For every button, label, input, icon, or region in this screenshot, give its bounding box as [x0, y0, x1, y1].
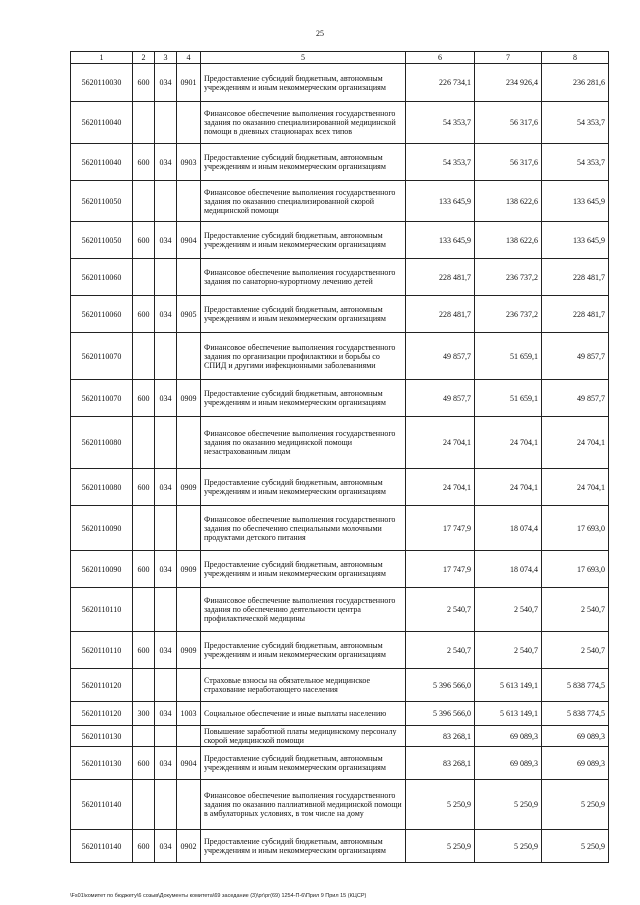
- table-row: [71, 181, 609, 222]
- row-value6-cell: 49 857,7: [406, 380, 475, 417]
- column-header-4: 4: [177, 52, 201, 64]
- row-col4-cell: [177, 259, 201, 296]
- row-value8-cell: 2 540,7: [542, 632, 609, 669]
- row-value8-cell: 54 353,7: [542, 144, 609, 181]
- row-value7-cell: 18 074,4: [475, 551, 542, 588]
- row-col4-cell: [177, 588, 201, 632]
- row-description-cell: Предоставление субсидий бюджетным, автономным учреждениям и иным некоммерческим организациям: [201, 380, 406, 417]
- row-value6-cell: 133 645,9: [406, 222, 475, 259]
- row-value6-cell: 54 353,7: [406, 144, 475, 181]
- row-description-cell: Предоставление субсидий бюджетным, автономным учреждениям и иным некоммерческим организациям: [201, 747, 406, 780]
- row-col3-cell: [155, 726, 177, 747]
- row-value7-cell: 24 704,1: [475, 469, 542, 506]
- row-col4-cell: [177, 506, 201, 551]
- row-value6-cell: 133 645,9: [406, 181, 475, 222]
- table-row: [71, 747, 609, 780]
- row-value8-cell: 228 481,7: [542, 296, 609, 333]
- row-col4-cell: 0904: [177, 222, 201, 259]
- column-header-7: 7: [475, 52, 542, 64]
- row-col3-cell: 034: [155, 64, 177, 102]
- row-col2-cell: [133, 506, 155, 551]
- row-code-cell: 5620110070: [71, 333, 133, 380]
- table-row: [71, 632, 609, 669]
- table-row: [71, 669, 609, 702]
- row-code-cell: 5620110050: [71, 222, 133, 259]
- row-value8-cell: 69 089,3: [542, 747, 609, 780]
- row-value8-cell: 5 838 774,5: [542, 702, 609, 726]
- column-header-3: 3: [155, 52, 177, 64]
- row-value6-cell: 5 396 566,0: [406, 702, 475, 726]
- row-col2-cell: [133, 588, 155, 632]
- file-path-footer: \Fs01\комитет по бюджету\6 созыв\Документы комитета\69 заседание (3)\рг\рг(69) 1254-П-6\Прил 9 Прил 15 (КЦСР): [70, 893, 367, 899]
- row-value8-cell: 228 481,7: [542, 259, 609, 296]
- table-row: [71, 726, 609, 747]
- row-code-cell: 5620110060: [71, 296, 133, 333]
- row-value7-cell: 51 659,1: [475, 333, 542, 380]
- row-value8-cell: 236 281,6: [542, 64, 609, 102]
- row-col2-cell: [133, 726, 155, 747]
- row-description-cell: Финансовое обеспечение выполнения государственного задания по обеспечению специальными молочными продуктами детского питания: [201, 506, 406, 551]
- row-value7-cell: 5 613 149,1: [475, 669, 542, 702]
- row-col3-cell: [155, 669, 177, 702]
- row-value7-cell: 138 622,6: [475, 181, 542, 222]
- row-col2-cell: 300: [133, 702, 155, 726]
- row-col2-cell: 600: [133, 222, 155, 259]
- column-header-8: 8: [542, 52, 609, 64]
- row-col4-cell: 0904: [177, 747, 201, 780]
- row-description-cell: Финансовое обеспечение выполнения государственного задания по оказанию специализированной скорой медицинской помощи: [201, 181, 406, 222]
- row-col2-cell: 600: [133, 632, 155, 669]
- row-code-cell: 5620110080: [71, 469, 133, 506]
- row-value7-cell: 5 613 149,1: [475, 702, 542, 726]
- row-col2-cell: 600: [133, 830, 155, 863]
- row-value8-cell: 49 857,7: [542, 333, 609, 380]
- row-value6-cell: 17 747,9: [406, 551, 475, 588]
- row-col2-cell: [133, 259, 155, 296]
- table-row: [71, 222, 609, 259]
- row-code-cell: 5620110050: [71, 181, 133, 222]
- row-value7-cell: 5 250,9: [475, 830, 542, 863]
- row-col3-cell: [155, 333, 177, 380]
- row-description-cell: Финансовое обеспечение выполнения государственного задания по организации профилактики и борьбы со СПИД и другими инфекционными заболеваниями: [201, 333, 406, 380]
- row-code-cell: 5620110130: [71, 726, 133, 747]
- row-col4-cell: [177, 333, 201, 380]
- row-col4-cell: 0909: [177, 380, 201, 417]
- row-col2-cell: 600: [133, 144, 155, 181]
- row-value6-cell: 228 481,7: [406, 296, 475, 333]
- row-col4-cell: 0903: [177, 144, 201, 181]
- row-value6-cell: 226 734,1: [406, 64, 475, 102]
- row-col2-cell: 600: [133, 380, 155, 417]
- row-col4-cell: [177, 417, 201, 469]
- table-row: [71, 296, 609, 333]
- row-value7-cell: 138 622,6: [475, 222, 542, 259]
- row-value7-cell: 56 317,6: [475, 102, 542, 144]
- table-row: [71, 417, 609, 469]
- row-code-cell: 5620110090: [71, 551, 133, 588]
- row-col4-cell: 0909: [177, 632, 201, 669]
- row-value7-cell: 2 540,7: [475, 632, 542, 669]
- row-value7-cell: 18 074,4: [475, 506, 542, 551]
- row-col4-cell: [177, 726, 201, 747]
- row-code-cell: 5620110120: [71, 702, 133, 726]
- column-header-5: 5: [201, 52, 406, 64]
- row-description-cell: Предоставление субсидий бюджетным, автономным учреждениям и иным некоммерческим организациям: [201, 551, 406, 588]
- table-row: [71, 259, 609, 296]
- row-col3-cell: 034: [155, 144, 177, 181]
- row-col2-cell: 600: [133, 64, 155, 102]
- row-description-cell: Повышение заработной платы медицинскому персоналу скорой медицинской помощи: [201, 726, 406, 747]
- row-code-cell: 5620110110: [71, 588, 133, 632]
- row-code-cell: 5620110080: [71, 417, 133, 469]
- row-code-cell: 5620110110: [71, 632, 133, 669]
- row-value7-cell: 5 250,9: [475, 780, 542, 830]
- row-value7-cell: 236 737,2: [475, 259, 542, 296]
- row-description-cell: Финансовое обеспечение выполнения государственного задания по санаторно-курортному лечению детей: [201, 259, 406, 296]
- row-col3-cell: 034: [155, 296, 177, 333]
- row-col3-cell: [155, 102, 177, 144]
- row-col4-cell: [177, 181, 201, 222]
- table-row: [71, 506, 609, 551]
- row-description-cell: Предоставление субсидий бюджетным, автономным учреждениям и иным некоммерческим организациям: [201, 64, 406, 102]
- row-value6-cell: 24 704,1: [406, 469, 475, 506]
- row-description-cell: Финансовое обеспечение выполнения государственного задания по обеспечению деятельности центра профилактической медицины: [201, 588, 406, 632]
- row-value7-cell: 56 317,6: [475, 144, 542, 181]
- row-value6-cell: 83 268,1: [406, 726, 475, 747]
- row-description-cell: Страховые взносы на обязательное медицинское страхование неработающего населения: [201, 669, 406, 702]
- table-row: [71, 551, 609, 588]
- table-row: [71, 333, 609, 380]
- row-value7-cell: 234 926,4: [475, 64, 542, 102]
- row-value8-cell: 17 693,0: [542, 506, 609, 551]
- row-col4-cell: [177, 780, 201, 830]
- row-col2-cell: 600: [133, 469, 155, 506]
- row-value6-cell: 54 353,7: [406, 102, 475, 144]
- row-description-cell: Предоставление субсидий бюджетным, автономным учреждениям и иным некоммерческим организациям: [201, 469, 406, 506]
- row-col3-cell: 034: [155, 380, 177, 417]
- row-value7-cell: 236 737,2: [475, 296, 542, 333]
- column-header-1: 1: [71, 52, 133, 64]
- row-col3-cell: [155, 417, 177, 469]
- row-value7-cell: 69 089,3: [475, 747, 542, 780]
- row-col4-cell: 0909: [177, 469, 201, 506]
- row-code-cell: 5620110030: [71, 64, 133, 102]
- row-col4-cell: 0909: [177, 551, 201, 588]
- table-row: [71, 469, 609, 506]
- row-col4-cell: 1003: [177, 702, 201, 726]
- row-value6-cell: 49 857,7: [406, 333, 475, 380]
- row-col3-cell: 034: [155, 551, 177, 588]
- row-value6-cell: 17 747,9: [406, 506, 475, 551]
- column-header-6: 6: [406, 52, 475, 64]
- budget-table: [70, 51, 609, 863]
- row-col3-cell: 034: [155, 747, 177, 780]
- row-code-cell: 5620110060: [71, 259, 133, 296]
- row-code-cell: 5620110120: [71, 669, 133, 702]
- row-col4-cell: 0905: [177, 296, 201, 333]
- row-code-cell: 5620110040: [71, 144, 133, 181]
- table-row: [71, 780, 609, 830]
- row-col3-cell: 034: [155, 469, 177, 506]
- table-row: [71, 702, 609, 726]
- row-description-cell: Предоставление субсидий бюджетным, автономным учреждениям и иным некоммерческим организациям: [201, 632, 406, 669]
- row-col3-cell: [155, 588, 177, 632]
- row-col2-cell: [133, 333, 155, 380]
- row-value8-cell: 17 693,0: [542, 551, 609, 588]
- row-code-cell: 5620110130: [71, 747, 133, 780]
- column-number-row: [71, 52, 609, 64]
- row-col3-cell: [155, 181, 177, 222]
- column-header-2: 2: [133, 52, 155, 64]
- table-row: [71, 588, 609, 632]
- row-description-cell: Социальное обеспечение и иные выплаты населению: [201, 702, 406, 726]
- row-value8-cell: 5 250,9: [542, 830, 609, 863]
- row-col2-cell: [133, 417, 155, 469]
- row-value6-cell: 228 481,7: [406, 259, 475, 296]
- row-code-cell: 5620110090: [71, 506, 133, 551]
- row-value8-cell: 133 645,9: [542, 222, 609, 259]
- row-col2-cell: 600: [133, 747, 155, 780]
- row-col4-cell: [177, 669, 201, 702]
- row-code-cell: 5620110140: [71, 780, 133, 830]
- row-col4-cell: 0901: [177, 64, 201, 102]
- row-value6-cell: 5 250,9: [406, 780, 475, 830]
- row-col2-cell: [133, 181, 155, 222]
- row-value8-cell: 69 089,3: [542, 726, 609, 747]
- row-value8-cell: 5 250,9: [542, 780, 609, 830]
- row-value7-cell: 69 089,3: [475, 726, 542, 747]
- row-col3-cell: [155, 506, 177, 551]
- row-col4-cell: 0902: [177, 830, 201, 863]
- row-description-cell: Финансовое обеспечение выполнения государственного задания по оказанию паллиативной медицинской помощи в амбулаторных условиях, в том числе на дому: [201, 780, 406, 830]
- row-value7-cell: 24 704,1: [475, 417, 542, 469]
- row-value6-cell: 2 540,7: [406, 632, 475, 669]
- row-col4-cell: [177, 102, 201, 144]
- row-value8-cell: 49 857,7: [542, 380, 609, 417]
- row-col2-cell: 600: [133, 551, 155, 588]
- row-value8-cell: 2 540,7: [542, 588, 609, 632]
- table-row: [71, 64, 609, 102]
- row-col3-cell: 034: [155, 702, 177, 726]
- row-col2-cell: [133, 780, 155, 830]
- row-value8-cell: 54 353,7: [542, 102, 609, 144]
- row-col3-cell: [155, 780, 177, 830]
- row-code-cell: 5620110040: [71, 102, 133, 144]
- row-col3-cell: 034: [155, 222, 177, 259]
- row-description-cell: Предоставление субсидий бюджетным, автономным учреждениям и иным некоммерческим организациям: [201, 222, 406, 259]
- row-description-cell: Предоставление субсидий бюджетным, автономным учреждениям и иным некоммерческим организациям: [201, 296, 406, 333]
- row-col3-cell: 034: [155, 830, 177, 863]
- row-value8-cell: 5 838 774,5: [542, 669, 609, 702]
- row-value8-cell: 133 645,9: [542, 181, 609, 222]
- row-col2-cell: 600: [133, 296, 155, 333]
- page-number: 25: [316, 29, 324, 38]
- row-description-cell: Финансовое обеспечение выполнения государственного задания по оказанию медицинской помощи незастрахованным лицам: [201, 417, 406, 469]
- table-row: [71, 102, 609, 144]
- row-value7-cell: 2 540,7: [475, 588, 542, 632]
- row-code-cell: 5620110140: [71, 830, 133, 863]
- row-value6-cell: 5 250,9: [406, 830, 475, 863]
- row-col3-cell: [155, 259, 177, 296]
- row-value7-cell: 51 659,1: [475, 380, 542, 417]
- row-col2-cell: [133, 669, 155, 702]
- row-code-cell: 5620110070: [71, 380, 133, 417]
- row-description-cell: Предоставление субсидий бюджетным, автономным учреждениям и иным некоммерческим организациям: [201, 830, 406, 863]
- row-col2-cell: [133, 102, 155, 144]
- table-row: [71, 144, 609, 181]
- table-row: [71, 380, 609, 417]
- row-description-cell: Предоставление субсидий бюджетным, автономным учреждениям и иным некоммерческим организациям: [201, 144, 406, 181]
- row-value6-cell: 83 268,1: [406, 747, 475, 780]
- row-value6-cell: 24 704,1: [406, 417, 475, 469]
- row-col3-cell: 034: [155, 632, 177, 669]
- row-value8-cell: 24 704,1: [542, 469, 609, 506]
- row-description-cell: Финансовое обеспечение выполнения государственного задания по оказанию специализированной медицинской помощи в дневных стационарах всех типов: [201, 102, 406, 144]
- table-body: [71, 64, 609, 863]
- row-value8-cell: 24 704,1: [542, 417, 609, 469]
- row-value6-cell: 2 540,7: [406, 588, 475, 632]
- row-value6-cell: 5 396 566,0: [406, 669, 475, 702]
- table-row: [71, 830, 609, 863]
